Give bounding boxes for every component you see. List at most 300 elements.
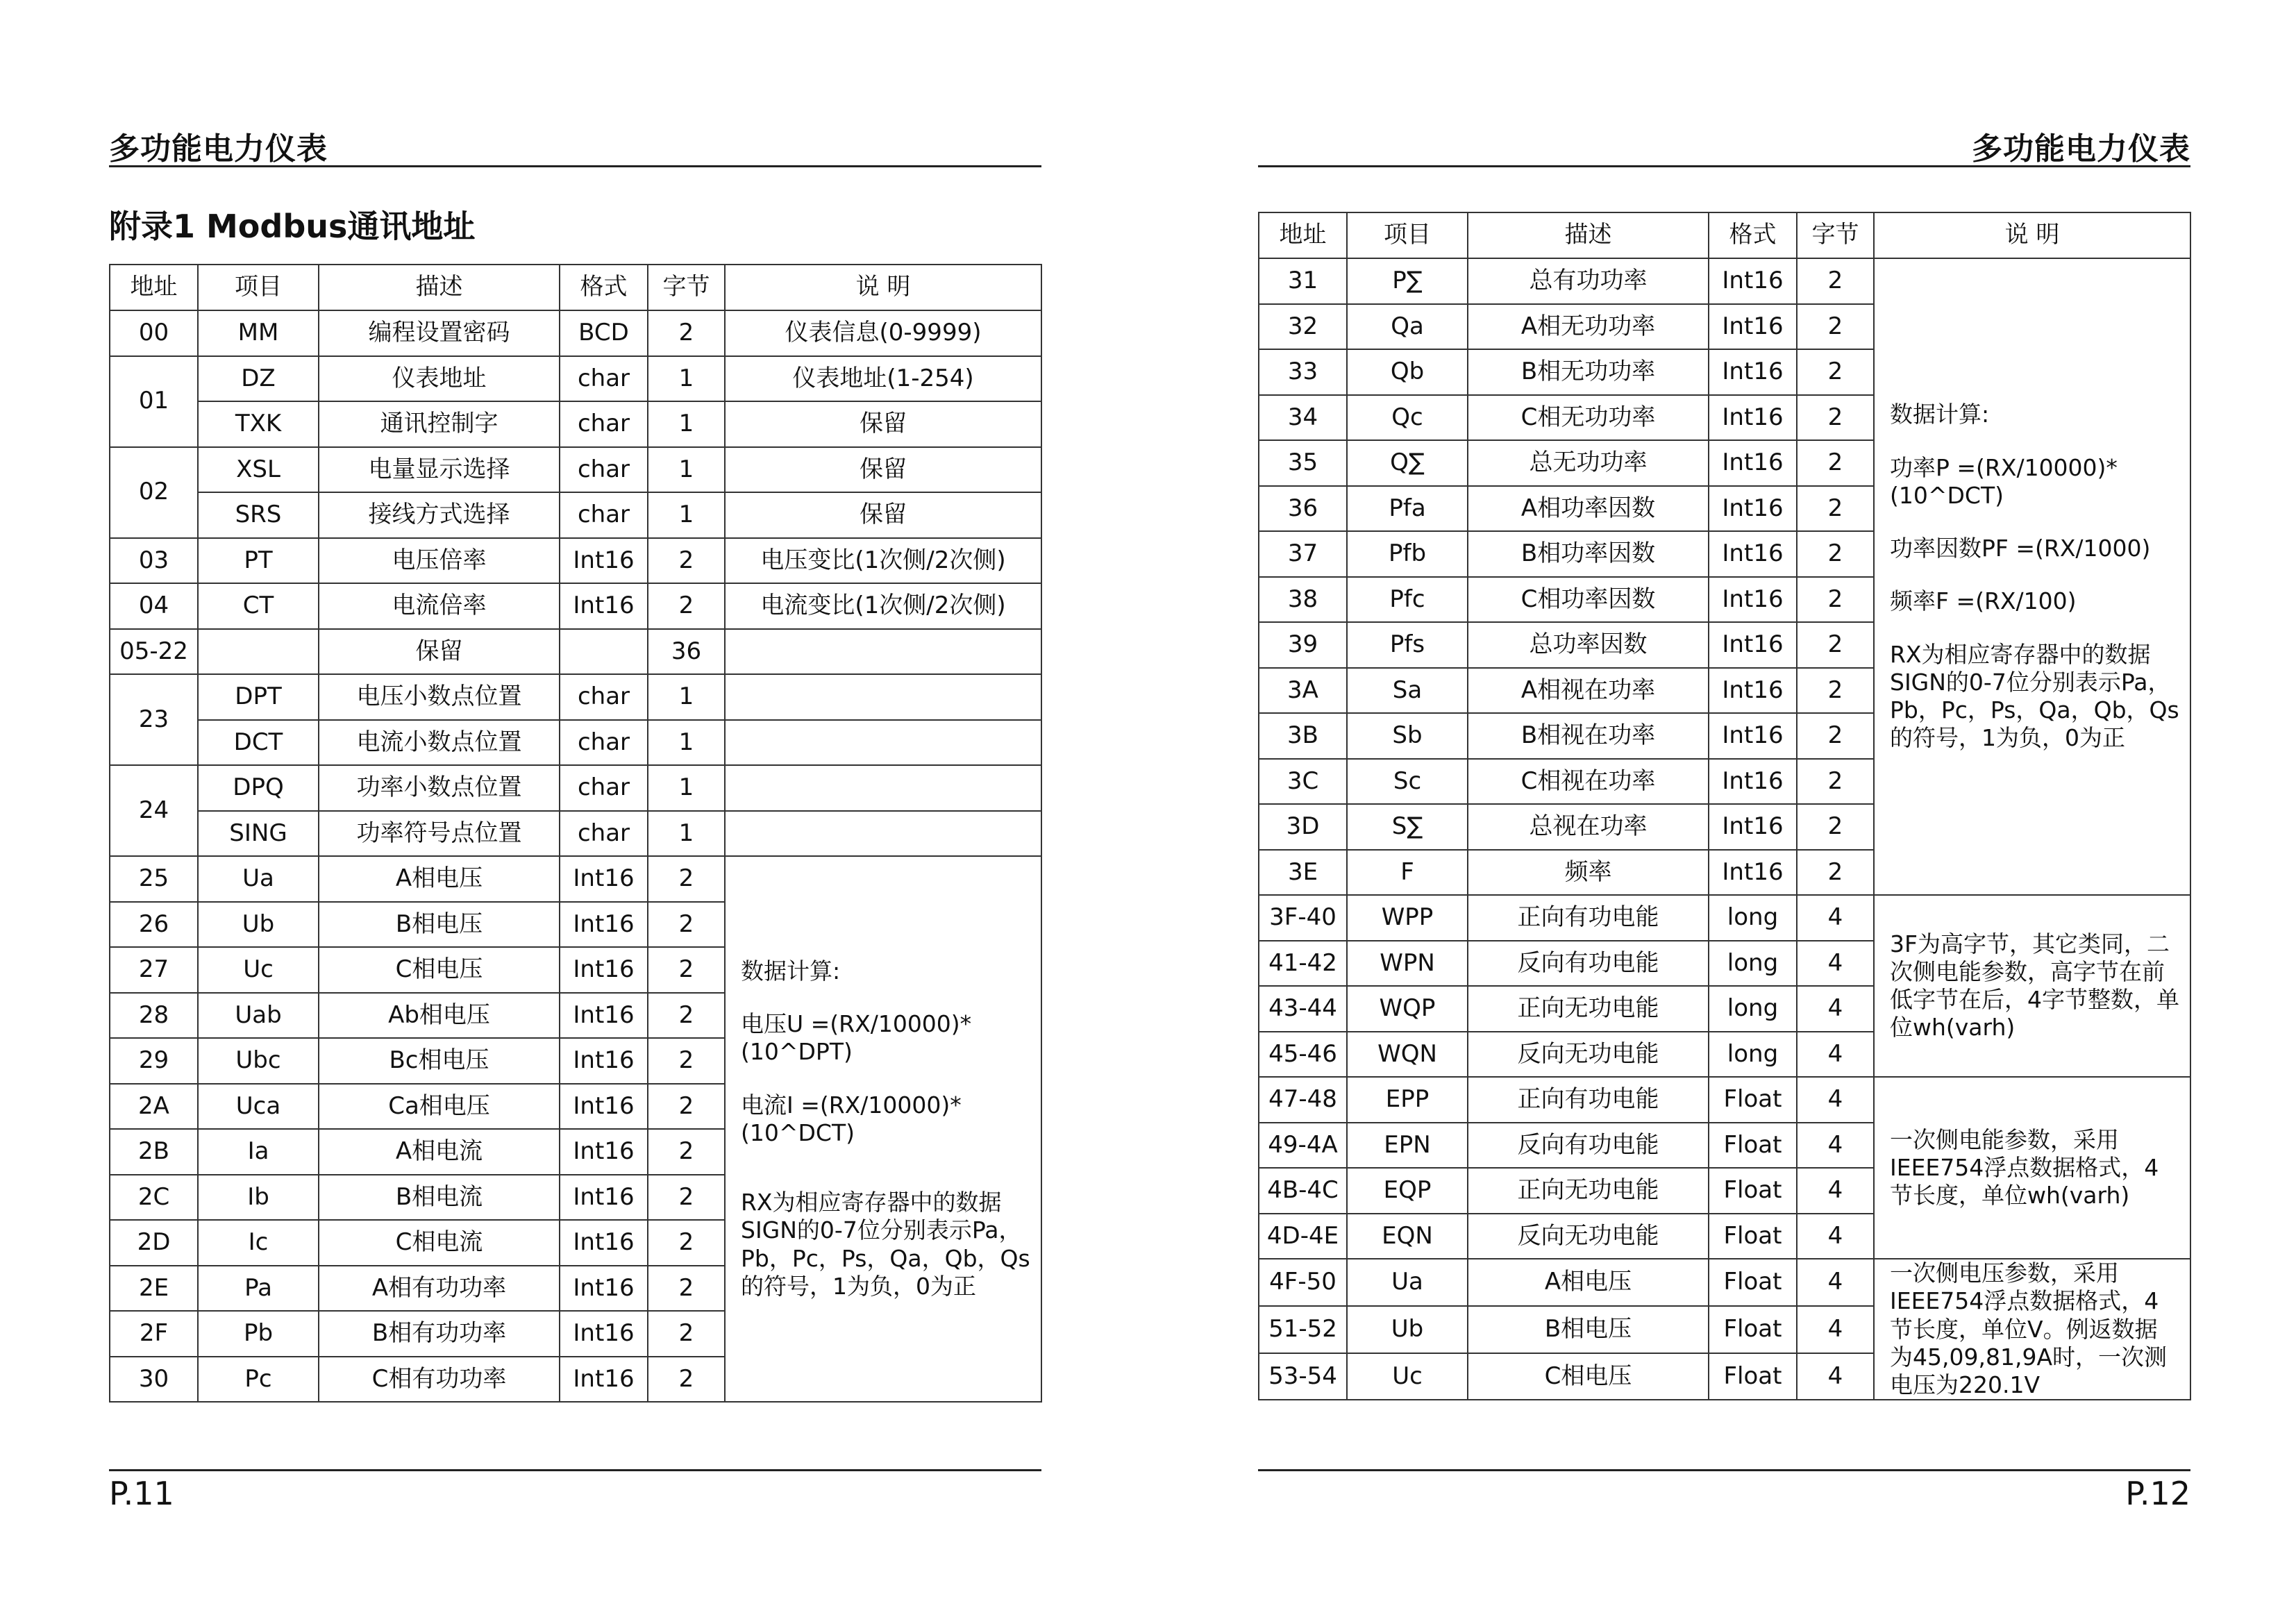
cell-item: DZ — [198, 356, 319, 402]
cell-bytes: 4 — [1797, 986, 1874, 1032]
cell-bytes: 2 — [1797, 349, 1874, 395]
cell-description: 通讯控制字 — [319, 401, 560, 447]
cell-description: A相电流 — [319, 1129, 560, 1175]
cell-address: 31 — [1259, 258, 1347, 304]
cell-description: 总视在功率 — [1468, 804, 1709, 850]
cell-item: Uc — [198, 947, 319, 993]
right-page — [1258, 0, 2190, 1624]
cell-notes — [725, 720, 1041, 766]
cell-bytes: 4 — [1797, 1306, 1874, 1353]
cell-item: Pfa — [1347, 486, 1468, 532]
cell-item: WPN — [1347, 941, 1468, 987]
cell-address: 04 — [110, 583, 198, 629]
cell-item: Pa — [198, 1266, 319, 1312]
cell-item: TXK — [198, 401, 319, 447]
cell-address: 32 — [1259, 304, 1347, 350]
cell-item: CT — [198, 583, 319, 629]
cell-format: long — [1709, 941, 1797, 987]
cell-format: Int16 — [560, 856, 648, 902]
cell-address: 3E — [1259, 850, 1347, 896]
cell-format: char — [560, 447, 648, 493]
table-row — [1259, 895, 2190, 941]
cell-description: 反向无功电能 — [1468, 1032, 1709, 1078]
table-header-row — [1259, 212, 2190, 258]
cell-notes — [725, 811, 1041, 857]
cell-item: Pfc — [1347, 577, 1468, 623]
cell-bytes: 1 — [648, 765, 725, 811]
cell-item: EQN — [1347, 1214, 1468, 1259]
cell-description: 频率 — [1468, 850, 1709, 896]
cell-bytes: 2 — [1797, 577, 1874, 623]
cell-format: Int16 — [1709, 668, 1797, 714]
cell-format: Int16 — [560, 583, 648, 629]
note-voltage-formula: 电压U =(RX/10000)*(10^DPT) — [741, 1010, 972, 1066]
cell-bytes: 1 — [648, 401, 725, 447]
cell-format: Int16 — [560, 1129, 648, 1175]
cell-item: Uc — [1347, 1353, 1468, 1400]
page-number: P.11 — [109, 1475, 174, 1512]
cell-address: 45-46 — [1259, 1032, 1347, 1078]
table-row — [110, 356, 1041, 402]
cell-notes — [725, 674, 1041, 720]
footer-rule — [109, 1469, 1041, 1471]
cell-bytes: 2 — [648, 993, 725, 1039]
cell-notes: 电压变比(1次侧/2次侧) — [725, 538, 1041, 584]
cell-description: 总无功功率 — [1468, 440, 1709, 486]
cell-bytes: 1 — [648, 674, 725, 720]
cell-format: Int16 — [1709, 486, 1797, 532]
col-header-format: 格式 — [560, 265, 648, 310]
cell-description: B相电压 — [1468, 1306, 1709, 1353]
col-header-description: 描述 — [319, 265, 560, 310]
cell-item: Qc — [1347, 395, 1468, 441]
col-header-notes: 说 明 — [1874, 212, 2190, 258]
cell-item: Q∑ — [1347, 440, 1468, 486]
cell-bytes: 1 — [648, 811, 725, 857]
cell-description: C相电压 — [319, 947, 560, 993]
cell-description: B相电流 — [319, 1175, 560, 1221]
header-rule — [1258, 165, 2190, 167]
cell-format: Float — [1709, 1259, 1797, 1306]
cell-item: P∑ — [1347, 258, 1468, 304]
col-header-bytes: 字节 — [648, 265, 725, 310]
footer-rule — [1258, 1469, 2190, 1471]
note-sign-bits: RX为相应寄存器中的数据SIGN的0-7位分别表示Pa，Pb，Pc，Ps，Qa，Qb，Qs的符号，1为负，0为正 — [1890, 640, 2179, 752]
cell-description: 正向无功电能 — [1468, 1168, 1709, 1214]
cell-notes: 保留 — [725, 401, 1041, 447]
cell-bytes: 2 — [648, 947, 725, 993]
cell-format: char — [560, 720, 648, 766]
voltage-float-note: 一次侧电压参数，采用IEEE754浮点数据格式，4节长度，单位V。例返数据为45,09,81,9A时，一次测电压为220.1V — [1874, 1259, 2190, 1400]
cell-address: 02 — [110, 447, 198, 538]
cell-item: MM — [198, 310, 319, 356]
cell-item: S∑ — [1347, 804, 1468, 850]
cell-address: 3B — [1259, 713, 1347, 759]
note-sign-bits: RX为相应寄存器中的数据SIGN的0-7位分别表示Pa，Pb，Pc，Ps，Qa，Qb，Qs的符号，1为负，0为正 — [741, 1189, 1030, 1300]
cell-description: A相功率因数 — [1468, 486, 1709, 532]
cell-address: 53-54 — [1259, 1353, 1347, 1400]
cell-bytes: 2 — [1797, 668, 1874, 714]
cell-format: Float — [1709, 1077, 1797, 1123]
cell-description: A相视在功率 — [1468, 668, 1709, 714]
cell-bytes: 1 — [648, 720, 725, 766]
cell-format: Int16 — [1709, 850, 1797, 896]
cell-format: char — [560, 356, 648, 402]
cell-description: 反向有功电能 — [1468, 1123, 1709, 1169]
cell-description: C相视在功率 — [1468, 759, 1709, 805]
cell-description: 总功率因数 — [1468, 622, 1709, 668]
table-row — [110, 310, 1041, 356]
cell-item: EPP — [1347, 1077, 1468, 1123]
cell-bytes: 2 — [648, 1084, 725, 1130]
cell-format: Float — [1709, 1214, 1797, 1259]
table-row — [110, 492, 1041, 538]
cell-format: char — [560, 674, 648, 720]
left-page — [109, 0, 1041, 1624]
cell-bytes: 2 — [1797, 759, 1874, 805]
cell-address: 37 — [1259, 531, 1347, 577]
cell-item: Ua — [198, 856, 319, 902]
cell-bytes: 2 — [1797, 304, 1874, 350]
cell-notes — [725, 629, 1041, 675]
note-frequency-formula: 频率F =(RX/100) — [1890, 587, 2077, 615]
cell-description: 电流小数点位置 — [319, 720, 560, 766]
cell-description: 电量显示选择 — [319, 447, 560, 493]
cell-address: 33 — [1259, 349, 1347, 395]
cell-format: Int16 — [560, 1084, 648, 1130]
table-header-row — [110, 265, 1041, 310]
cell-address: 4F-50 — [1259, 1259, 1347, 1306]
table-row — [110, 811, 1041, 857]
cell-address: 3A — [1259, 668, 1347, 714]
cell-format: Int16 — [1709, 577, 1797, 623]
cell-description: C相电压 — [1468, 1353, 1709, 1400]
cell-format: char — [560, 811, 648, 857]
cell-description: 正向有功电能 — [1468, 1077, 1709, 1123]
cell-item: Sb — [1347, 713, 1468, 759]
cell-description: B相有功功率 — [319, 1311, 560, 1357]
cell-description: Ab相电压 — [319, 993, 560, 1039]
cell-bytes: 2 — [648, 902, 725, 948]
cell-bytes: 4 — [1797, 895, 1874, 941]
cell-description: A相电压 — [1468, 1259, 1709, 1306]
header-title: 多功能电力仪表 — [109, 131, 328, 167]
table-row — [110, 583, 1041, 629]
cell-item: Pfb — [1347, 531, 1468, 577]
cell-bytes: 2 — [1797, 395, 1874, 441]
cell-description: 正向有功电能 — [1468, 895, 1709, 941]
cell-description: A相电压 — [319, 856, 560, 902]
cell-item: Pc — [198, 1357, 319, 1403]
cell-item: Qb — [1347, 349, 1468, 395]
cell-bytes: 36 — [648, 629, 725, 675]
cell-bytes: 2 — [1797, 713, 1874, 759]
cell-address: 28 — [110, 993, 198, 1039]
cell-format: Int16 — [1709, 622, 1797, 668]
cell-description: 保留 — [319, 629, 560, 675]
cell-item: EPN — [1347, 1123, 1468, 1169]
cell-format: Int16 — [560, 1311, 648, 1357]
note-current-formula: 电流I =(RX/10000)*(10^DCT) — [741, 1091, 962, 1146]
cell-description: 正向无功电能 — [1468, 986, 1709, 1032]
cell-notes: 仪表信息(0-9999) — [725, 310, 1041, 356]
cell-item: SRS — [198, 492, 319, 538]
cell-description: 反向有功电能 — [1468, 941, 1709, 987]
cell-address: 3C — [1259, 759, 1347, 805]
cell-format: Int16 — [560, 993, 648, 1039]
cell-address: 2E — [110, 1266, 198, 1312]
cell-format: BCD — [560, 310, 648, 356]
cell-address: 2F — [110, 1311, 198, 1357]
cell-item: Uab — [198, 993, 319, 1039]
cell-address: 25 — [110, 856, 198, 902]
cell-item: DCT — [198, 720, 319, 766]
cell-address: 26 — [110, 902, 198, 948]
cell-bytes: 2 — [648, 1311, 725, 1357]
cell-format: Float — [1709, 1123, 1797, 1169]
cell-address: 00 — [110, 310, 198, 356]
cell-address: 30 — [110, 1357, 198, 1403]
cell-format: Int16 — [560, 1266, 648, 1312]
cell-address: 2D — [110, 1220, 198, 1266]
cell-format: Int16 — [560, 1357, 648, 1403]
cell-format: Int16 — [1709, 713, 1797, 759]
cell-bytes: 2 — [1797, 440, 1874, 486]
col-header-item: 项目 — [1347, 212, 1468, 258]
cell-bytes: 1 — [648, 492, 725, 538]
note-pf-formula: 功率因数PF =(RX/1000) — [1890, 535, 2151, 562]
table-row — [110, 856, 1041, 902]
cell-format: Int16 — [560, 1175, 648, 1221]
cell-address: 03 — [110, 538, 198, 584]
cell-item: WQP — [1347, 986, 1468, 1032]
cell-description: B相无功功率 — [1468, 349, 1709, 395]
cell-item: SING — [198, 811, 319, 857]
power-calculation-note — [1874, 258, 2190, 895]
cell-format — [560, 629, 648, 675]
cell-address: 2C — [110, 1175, 198, 1221]
table-row — [110, 538, 1041, 584]
note-power-formula: 功率P =(RX/10000)*(10^DCT) — [1890, 453, 2118, 509]
cell-item: Ub — [198, 902, 319, 948]
cell-description: C相功率因数 — [1468, 577, 1709, 623]
cell-format: Int16 — [560, 1038, 648, 1084]
table-row — [110, 765, 1041, 811]
data-calculation-note — [725, 856, 1041, 1402]
cell-bytes: 2 — [1797, 850, 1874, 896]
appendix-title: 附录1 Modbus通讯地址 — [109, 208, 476, 245]
col-header-item: 项目 — [198, 265, 319, 310]
col-header-format: 格式 — [1709, 212, 1797, 258]
cell-bytes: 1 — [648, 356, 725, 402]
energy-long-note: 3F为高字节，其它类同，二次侧电能参数，高字节在前低字节在后，4字节整数，单位wh(varh) — [1874, 895, 2190, 1077]
cell-format: Int16 — [1709, 304, 1797, 350]
cell-item: Uca — [198, 1084, 319, 1130]
table-row — [1259, 1077, 2190, 1123]
col-header-notes: 说 明 — [725, 265, 1041, 310]
cell-bytes: 2 — [1797, 486, 1874, 532]
cell-bytes: 2 — [648, 538, 725, 584]
cell-item: EQP — [1347, 1168, 1468, 1214]
cell-bytes: 4 — [1797, 941, 1874, 987]
table-row — [110, 674, 1041, 720]
cell-format: Int16 — [560, 947, 648, 993]
cell-bytes: 2 — [1797, 258, 1874, 304]
modbus-address-table-left — [109, 264, 1042, 1403]
cell-format: long — [1709, 895, 1797, 941]
cell-format: char — [560, 492, 648, 538]
table-row — [110, 401, 1041, 447]
cell-address: 23 — [110, 674, 198, 765]
cell-bytes: 4 — [1797, 1168, 1874, 1214]
cell-bytes: 4 — [1797, 1077, 1874, 1123]
cell-address: 39 — [1259, 622, 1347, 668]
cell-bytes: 2 — [648, 1038, 725, 1084]
cell-description: 电压倍率 — [319, 538, 560, 584]
cell-format: Float — [1709, 1353, 1797, 1400]
cell-notes: 保留 — [725, 492, 1041, 538]
cell-bytes: 1 — [648, 447, 725, 493]
page-number: P.12 — [2125, 1475, 2190, 1512]
cell-address: 35 — [1259, 440, 1347, 486]
cell-bytes: 4 — [1797, 1353, 1874, 1400]
col-header-description: 描述 — [1468, 212, 1709, 258]
cell-item: DPT — [198, 674, 319, 720]
col-header-address: 地址 — [1259, 212, 1347, 258]
cell-address: 29 — [110, 1038, 198, 1084]
cell-address: 47-48 — [1259, 1077, 1347, 1123]
cell-bytes: 2 — [648, 310, 725, 356]
cell-bytes: 2 — [648, 1357, 725, 1403]
cell-item: Sa — [1347, 668, 1468, 714]
cell-description: 功率符号点位置 — [319, 811, 560, 857]
cell-item: Pb — [198, 1311, 319, 1357]
col-header-bytes: 字节 — [1797, 212, 1874, 258]
cell-item: Ic — [198, 1220, 319, 1266]
cell-description: C相无功功率 — [1468, 395, 1709, 441]
cell-item: Ia — [198, 1129, 319, 1175]
cell-description: 电流倍率 — [319, 583, 560, 629]
cell-format: Int16 — [1709, 349, 1797, 395]
cell-bytes: 2 — [648, 1266, 725, 1312]
cell-format: Int16 — [560, 902, 648, 948]
note-heading: 数据计算: — [1890, 401, 1990, 428]
cell-item: Ib — [198, 1175, 319, 1221]
cell-format: Float — [1709, 1306, 1797, 1353]
cell-item — [198, 629, 319, 675]
cell-item: Sc — [1347, 759, 1468, 805]
cell-address: 24 — [110, 765, 198, 856]
cell-bytes: 2 — [648, 583, 725, 629]
cell-address: 05-22 — [110, 629, 198, 675]
cell-description: 功率小数点位置 — [319, 765, 560, 811]
cell-address: 01 — [110, 356, 198, 447]
cell-description: 编程设置密码 — [319, 310, 560, 356]
table-row — [110, 720, 1041, 766]
cell-format: Int16 — [560, 538, 648, 584]
cell-item: WPP — [1347, 895, 1468, 941]
cell-bytes: 2 — [648, 1129, 725, 1175]
cell-bytes: 2 — [648, 1175, 725, 1221]
cell-item: Qa — [1347, 304, 1468, 350]
cell-address: 2A — [110, 1084, 198, 1130]
cell-description: C相电流 — [319, 1220, 560, 1266]
modbus-address-table-right — [1258, 212, 2191, 1400]
cell-format: char — [560, 401, 648, 447]
cell-format: Int16 — [1709, 395, 1797, 441]
cell-address: 43-44 — [1259, 986, 1347, 1032]
cell-address: 34 — [1259, 395, 1347, 441]
cell-item: Ubc — [198, 1038, 319, 1084]
cell-format: Int16 — [1709, 258, 1797, 304]
cell-item: Ub — [1347, 1306, 1468, 1353]
cell-item: DPQ — [198, 765, 319, 811]
energy-float-note: 一次侧电能参数，采用IEEE754浮点数据格式，4节长度，单位wh(varh) — [1874, 1077, 2190, 1259]
cell-bytes: 4 — [1797, 1032, 1874, 1078]
cell-notes: 仪表地址(1-254) — [725, 356, 1041, 402]
cell-address: 36 — [1259, 486, 1347, 532]
table-row — [1259, 258, 2190, 304]
cell-bytes: 2 — [1797, 804, 1874, 850]
cell-item: Ua — [1347, 1259, 1468, 1306]
cell-address: 2B — [110, 1129, 198, 1175]
col-header-address: 地址 — [110, 265, 198, 310]
cell-description: C相有功功率 — [319, 1357, 560, 1403]
cell-description: Ca相电压 — [319, 1084, 560, 1130]
cell-item: F — [1347, 850, 1468, 896]
cell-item: XSL — [198, 447, 319, 493]
cell-address: 3F-40 — [1259, 895, 1347, 941]
cell-description: 总有功功率 — [1468, 258, 1709, 304]
cell-bytes: 4 — [1797, 1214, 1874, 1259]
cell-format: Int16 — [1709, 440, 1797, 486]
cell-bytes: 2 — [1797, 622, 1874, 668]
cell-format: Int16 — [560, 1220, 648, 1266]
cell-description: A相无功功率 — [1468, 304, 1709, 350]
cell-notes: 保留 — [725, 447, 1041, 493]
header-rule — [109, 165, 1041, 167]
cell-description: B相电压 — [319, 902, 560, 948]
cell-item: WQN — [1347, 1032, 1468, 1078]
cell-address: 49-4A — [1259, 1123, 1347, 1169]
cell-description: Bc相电压 — [319, 1038, 560, 1084]
cell-address: 4D-4E — [1259, 1214, 1347, 1259]
cell-address: 27 — [110, 947, 198, 993]
cell-notes: 电流变比(1次侧/2次侧) — [725, 583, 1041, 629]
cell-description: 电压小数点位置 — [319, 674, 560, 720]
cell-format: Int16 — [1709, 804, 1797, 850]
cell-address: 51-52 — [1259, 1306, 1347, 1353]
cell-format: long — [1709, 1032, 1797, 1078]
cell-bytes: 2 — [648, 1220, 725, 1266]
cell-description: A相有功功率 — [319, 1266, 560, 1312]
cell-format: Int16 — [1709, 531, 1797, 577]
cell-bytes: 4 — [1797, 1123, 1874, 1169]
cell-description: 仪表地址 — [319, 356, 560, 402]
cell-format: Int16 — [1709, 759, 1797, 805]
cell-bytes: 2 — [1797, 531, 1874, 577]
cell-description: B相功率因数 — [1468, 531, 1709, 577]
header-title: 多功能电力仪表 — [1972, 131, 2190, 167]
cell-address: 41-42 — [1259, 941, 1347, 987]
table-row — [110, 629, 1041, 675]
cell-address: 4B-4C — [1259, 1168, 1347, 1214]
cell-item: Pfs — [1347, 622, 1468, 668]
cell-description: B相视在功率 — [1468, 713, 1709, 759]
cell-format: char — [560, 765, 648, 811]
cell-description: 反向无功电能 — [1468, 1214, 1709, 1259]
cell-format: long — [1709, 986, 1797, 1032]
